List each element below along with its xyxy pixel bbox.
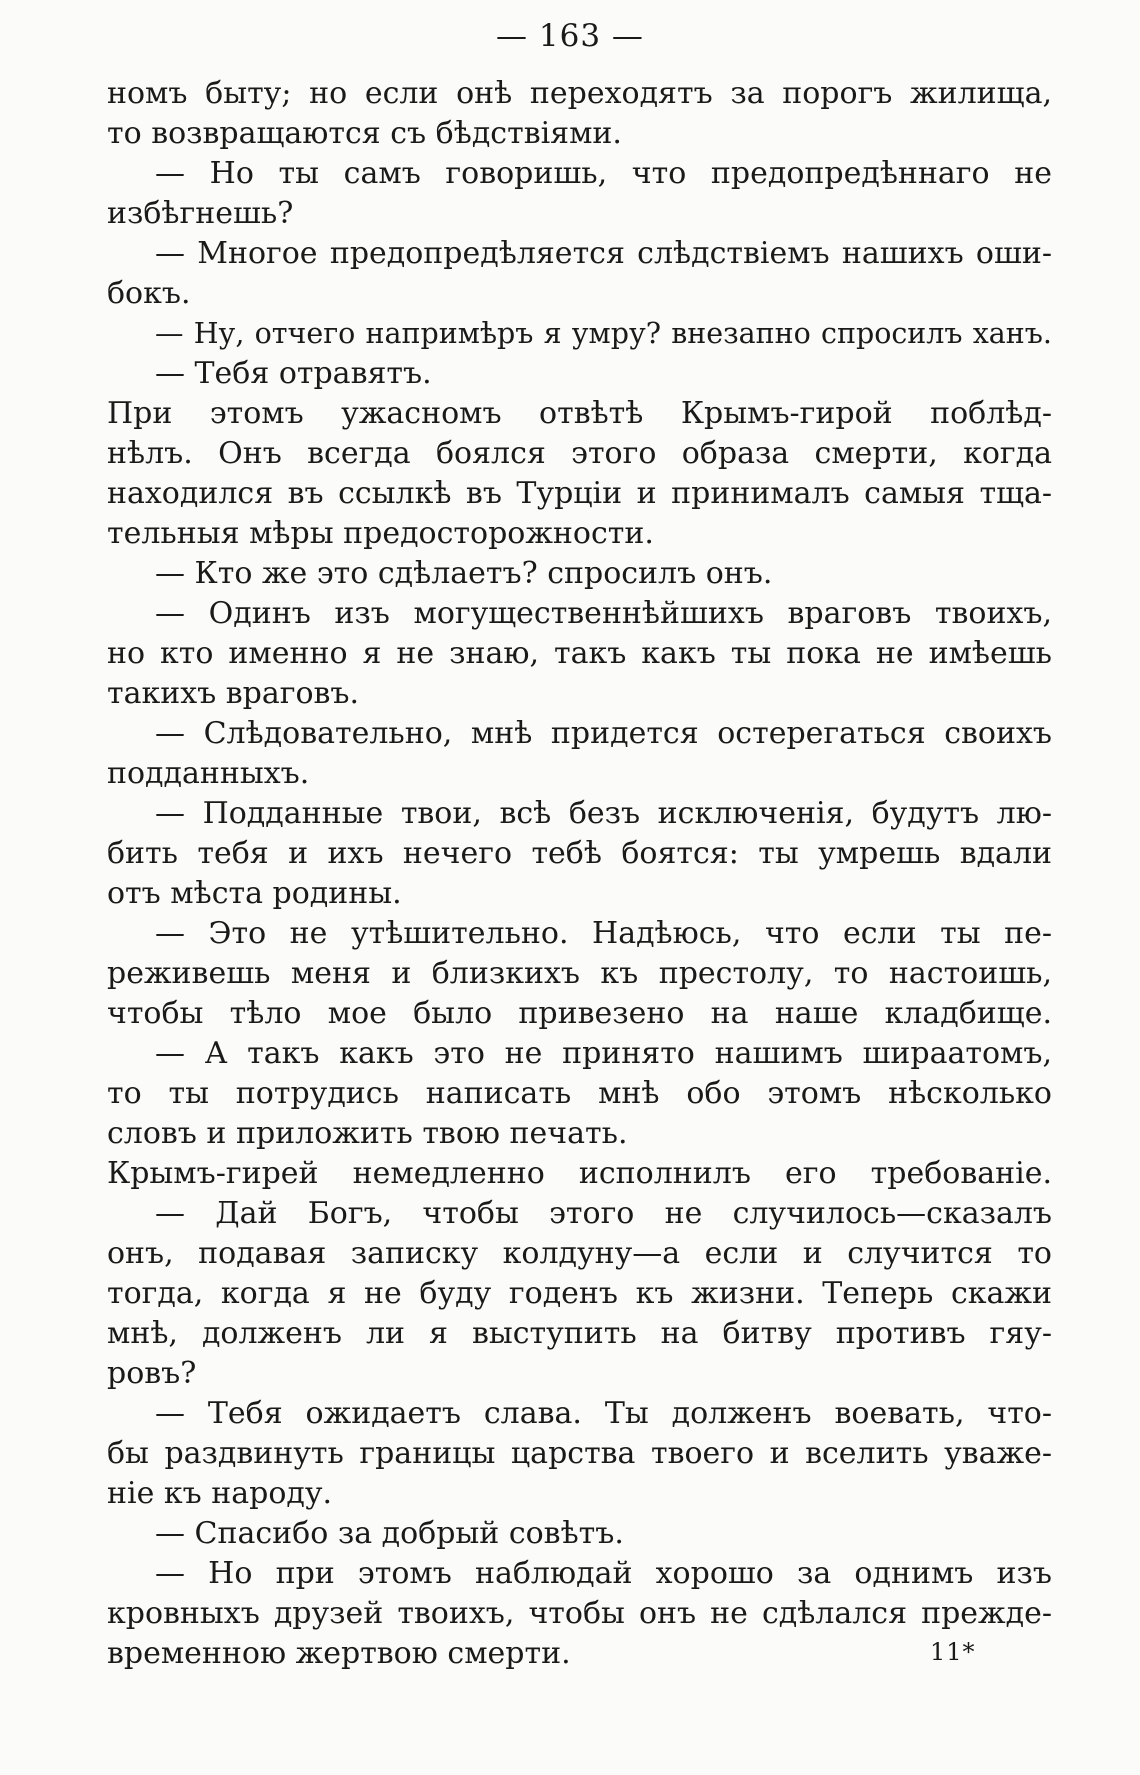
text-line: мнѣ, долженъ ли я выступить на битву противъ гяу-: [107, 1316, 1052, 1351]
text-line: номъ быту; но если онѣ переходятъ за порогъ жилища,: [107, 76, 1052, 111]
page-number: — 163 —: [496, 18, 644, 54]
text-line: тогда, когда я не буду годенъ къ жизни. Теперь скажи: [107, 1276, 1052, 1311]
text-line: но кто именно я не знаю, такъ какъ ты пока не имѣешь: [107, 636, 1052, 671]
text-line: ровъ?: [107, 1356, 197, 1391]
text-line: При этомъ ужасномъ отвѣтѣ Крымъ-гирой поблѣд-: [107, 396, 1052, 431]
text-line: — Но ты самъ говоришь, что предопредѣннаго не: [155, 156, 1052, 191]
text-line: ніе къ народу.: [107, 1476, 333, 1511]
text-line: чтобы тѣло мое было привезено на наше кладбище.: [107, 996, 1052, 1031]
text-line: бить тебя и ихъ нечего тебѣ боятся: ты умрешь вдали: [107, 836, 1052, 871]
text-line: такихъ враговъ.: [107, 676, 360, 711]
text-line: то ты потрудись написать мнѣ обо этомъ нѣсколько: [107, 1076, 1052, 1111]
signature-mark: 11*: [930, 1638, 976, 1666]
text-line: — Но при этомъ наблюдай хорошо за однимъ изъ: [155, 1556, 1052, 1591]
text-line: тельныя мѣры предосторожности.: [107, 516, 654, 551]
text-line: — Тебя ожидаетъ слава. Ты долженъ воевать, что-: [155, 1396, 1052, 1431]
text-line: — Спасибо за добрый совѣтъ.: [155, 1516, 624, 1551]
body-text: [107, 74, 1052, 1674]
text-line: онъ, подавая записку колдуну—а если и случится то: [107, 1236, 1052, 1271]
text-line: временною жертвою смерти.: [107, 1636, 571, 1671]
text-line: — Тебя отравятъ.: [155, 356, 432, 391]
text-line: Крымъ-гирей немедленно исполнилъ его требованіе.: [107, 1156, 1052, 1191]
text-line: — Слѣдовательно, мнѣ придется остерегаться своихъ: [155, 716, 1052, 751]
text-line: бокъ.: [107, 276, 191, 311]
text-line: — Кто же это сдѣлаетъ? спросилъ онъ.: [155, 556, 773, 591]
text-line: кровныхъ друзей твоихъ, чтобы онъ не сдѣлался прежде-: [107, 1596, 1052, 1631]
text-line: — А такъ какъ это не принято нашимъ шираатомъ,: [155, 1036, 1052, 1071]
text-line: находился въ ссылкѣ въ Турціи и принималъ самыя тща-: [107, 476, 1052, 511]
text-line: словъ и приложить твою печать.: [107, 1116, 628, 1151]
text-line: — Ну, отчего напримѣръ я умру? внезапно спросилъ ханъ.: [155, 317, 1052, 350]
text-line: — Многое предопредѣляется слѣдствіемъ нашихъ оши-: [155, 236, 1052, 271]
text-line: бы раздвинуть границы царства твоего и вселить уваже-: [107, 1436, 1052, 1471]
text-line: — Это не утѣшительно. Надѣюсь, что если ты пе-: [155, 916, 1052, 951]
text-line: — Подданные твои, всѣ безъ исключенія, будутъ лю-: [155, 796, 1052, 831]
text-line: — Дай Богъ, чтобы этого не случилось—сказалъ: [155, 1196, 1052, 1231]
text-line: избѣгнешь?: [107, 196, 294, 231]
text-line: нѣлъ. Онъ всегда боялся этого образа смерти, когда: [107, 436, 1052, 471]
text-line: то возвращаются съ бѣдствіями.: [107, 116, 622, 151]
text-line: подданныхъ.: [107, 756, 310, 791]
text-line: — Одинъ изъ могущественнѣйшихъ враговъ твоихъ,: [155, 596, 1052, 631]
text-line: реживешь меня и близкихъ къ престолу, то настоишь,: [107, 956, 1052, 991]
text-line: отъ мѣста родины.: [107, 876, 402, 911]
